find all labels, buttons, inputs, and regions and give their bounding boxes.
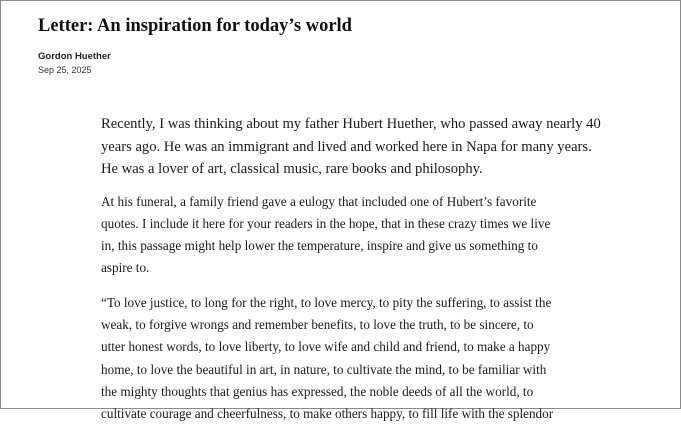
paragraph-line: He was a lover of art, classical music, rare books and philosophy.: [101, 161, 483, 177]
paragraph-line: years ago. He was an immigrant and lived and worked here in Napa for many years.: [101, 138, 592, 155]
paragraph-line: Recently, I was thinking about my father Hubert Huether, who passed away nearly 40: [101, 116, 601, 132]
paragraph-line: quotes. I include it here for your readers in the hope, that in these crazy times we live: [101, 215, 551, 231]
paragraph-line: aspire to.: [101, 260, 150, 276]
paragraph-line: the mighty thoughts that genius has expressed, the noble deeds of all the world, to: [101, 383, 534, 399]
article-title: Letter: An inspiration for today’s world: [38, 16, 352, 36]
paragraph-3: [101, 292, 661, 425]
paragraph-line: At his funeral, a family friend gave a eulogy that included one of Hubert’s favorite: [101, 193, 537, 209]
paragraph-line: home, to love the beautiful in art, in nature, to cultivate the mind, to be familiar with: [101, 361, 547, 377]
article-header: [38, 13, 660, 76]
paragraph-line: utter honest words, to love liberty, to love wife and child and friend, to make a happy: [101, 339, 551, 355]
paragraph-line: weak, to forgive wrongs and remember benefits, to love the truth, to be sincere, to: [101, 316, 534, 332]
paragraph-1: [101, 113, 661, 181]
paragraph-line: in, this passage might help lower the temperature, inspire and give us something to: [101, 238, 538, 254]
paragraph-line: cultivate courage and cheerfulness, to make others happy, to fill life with the splendor: [101, 406, 554, 422]
paragraph-2: [101, 191, 661, 280]
publish-date: Sep 25, 2025: [38, 65, 92, 75]
author-name[interactable]: Gordon Huether: [38, 51, 111, 62]
article-body: [101, 113, 661, 425]
paragraph-line: “To love justice, to long for the right, to love mercy, to pity the suffering, to assist the: [101, 294, 552, 310]
